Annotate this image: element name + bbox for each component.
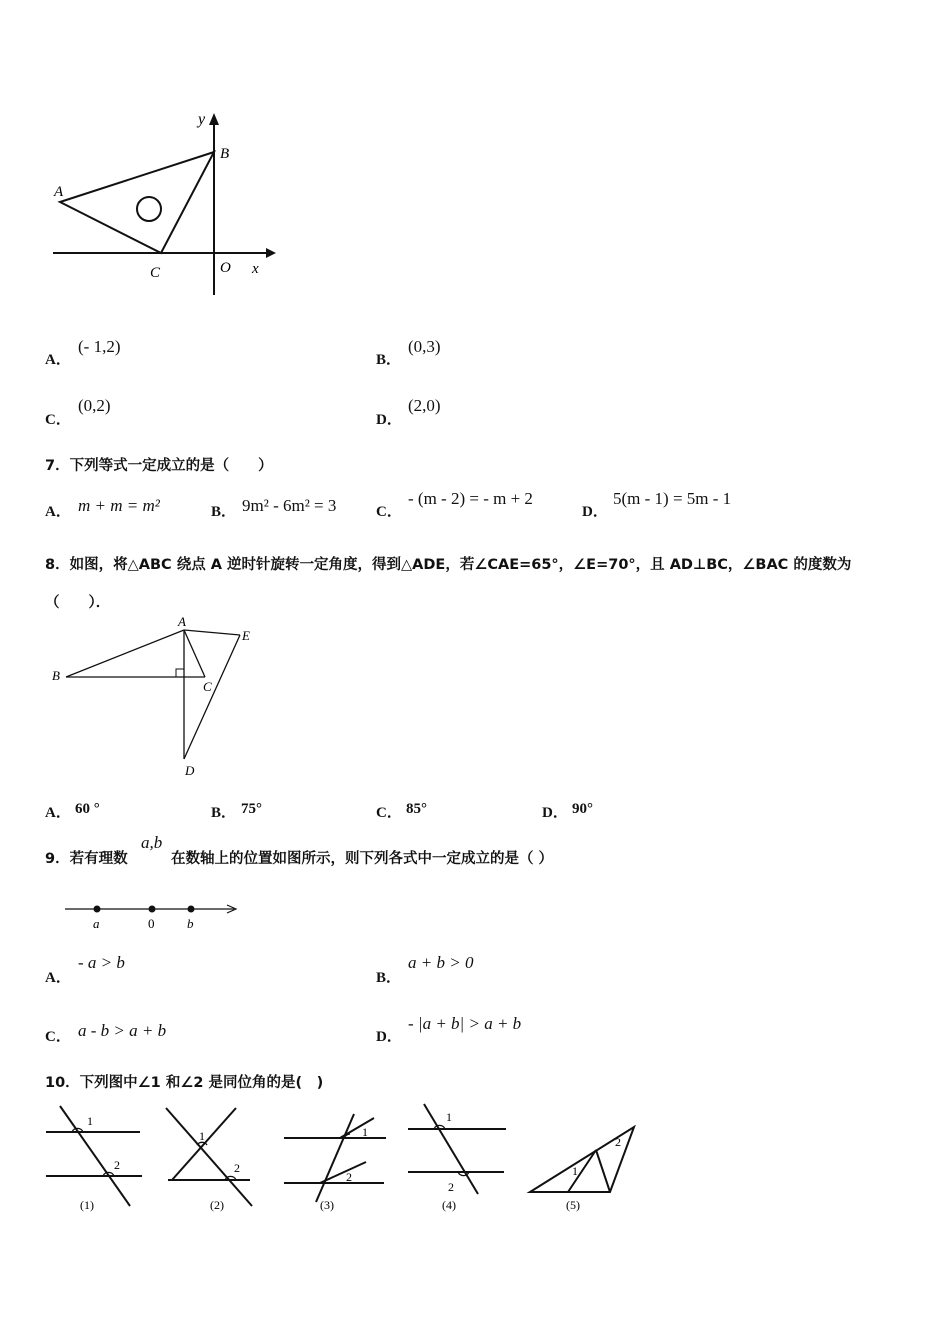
segment-de bbox=[184, 635, 240, 759]
q8-option-c-label: C． bbox=[376, 805, 402, 821]
q6-option-d-label: D． bbox=[376, 412, 402, 428]
fig5-angle-2-label: 2 bbox=[615, 1135, 621, 1149]
fig3-angle-2-label: 2 bbox=[346, 1170, 352, 1184]
q9-stem-post: 在数轴上的位置如图所示，则下列各式中一定成立的是（ ） bbox=[171, 851, 554, 867]
y-axis-label: y bbox=[198, 111, 206, 128]
q9-option-d-value: - |a + b| > a + b bbox=[408, 1014, 522, 1033]
q8-option-b-value: 75° bbox=[241, 801, 262, 817]
q8-option-c-value: 85° bbox=[406, 801, 427, 817]
q6-option-a-label: A． bbox=[45, 352, 71, 368]
fig3-caption: (3) bbox=[320, 1198, 334, 1212]
fig3-angle-1-label: 1 bbox=[362, 1125, 368, 1139]
fig4-angle-1-label: 1 bbox=[446, 1110, 452, 1124]
q6-option-b-label: B． bbox=[376, 352, 402, 368]
q7-option-d-label: D． bbox=[582, 504, 608, 520]
q8-option-b-label: B． bbox=[211, 805, 237, 821]
triangle-abc bbox=[60, 152, 214, 253]
figure-1 bbox=[46, 1106, 142, 1212]
fig5-angle-1-label: 1 bbox=[572, 1164, 578, 1178]
q8-option-a-label: A． bbox=[45, 805, 71, 821]
coordinate-triangle-figure bbox=[48, 100, 278, 310]
corresponding-angles-figures bbox=[40, 1100, 650, 1220]
q9-option-c-value: a - b > a + b bbox=[78, 1021, 167, 1040]
point-c-label: C bbox=[203, 679, 212, 694]
point-b-dot bbox=[188, 906, 195, 913]
right-angle-mark bbox=[176, 669, 184, 677]
figure-2 bbox=[166, 1108, 252, 1212]
fig1-angle-2-label: 2 bbox=[114, 1158, 120, 1172]
q6-option-b-value: (0,3) bbox=[408, 337, 441, 356]
q7-option-a-label: A． bbox=[45, 504, 71, 520]
q7-option-c-label: C． bbox=[376, 504, 402, 520]
q7-option-b-label: B． bbox=[211, 504, 237, 520]
number-line-figure bbox=[60, 895, 245, 937]
point-b-label: B bbox=[52, 668, 60, 683]
y-axis-arrow bbox=[209, 113, 219, 125]
x-axis-arrow bbox=[266, 248, 276, 258]
q9-option-c-label: C． bbox=[45, 1029, 71, 1045]
point-a-label: A bbox=[54, 184, 64, 200]
q7-option-d-value: 5(m - 1) = 5m - 1 bbox=[613, 489, 732, 508]
point-a-label: a bbox=[93, 916, 100, 931]
figure-5 bbox=[530, 1127, 634, 1212]
q7-option-a-value: m + m = m² bbox=[78, 496, 160, 515]
figure-3 bbox=[284, 1114, 386, 1212]
q9-option-b-label: B． bbox=[376, 970, 402, 986]
fig1-angle-1-label: 1 bbox=[87, 1114, 93, 1128]
segment-ab bbox=[66, 630, 184, 677]
point-e-label: E bbox=[242, 628, 250, 643]
q8-stem: 8．如图，将△ABC 绕点 A 逆时针旋转一定角度，得到△ADE，若∠CAE=65°，∠E=70°，且 AD⊥BC，∠BAC 的度数为（ ）． bbox=[45, 557, 852, 611]
point-a-dot bbox=[94, 906, 101, 913]
q6-option-a-value: (- 1,2) bbox=[78, 337, 121, 356]
q9-option-a-label: A． bbox=[45, 970, 71, 986]
point-c-label: C bbox=[150, 265, 161, 281]
point-zero-label: 0 bbox=[148, 916, 155, 931]
q9-option-a-value: - a > b bbox=[78, 953, 125, 972]
point-d-label: D bbox=[185, 763, 195, 778]
segment-ae bbox=[184, 630, 240, 635]
fig2-angle-2-label: 2 bbox=[234, 1161, 240, 1175]
rotation-triangle-figure bbox=[48, 612, 268, 782]
q10-stem: 10．下列图中∠1 和∠2 是同位角的是( ) bbox=[45, 1075, 324, 1091]
figure-4 bbox=[408, 1104, 506, 1212]
point-zero-dot bbox=[149, 906, 156, 913]
q8-option-d-value: 90° bbox=[572, 801, 593, 817]
point-b-label: b bbox=[187, 916, 194, 931]
q9-stem-vars: a,b bbox=[141, 833, 163, 852]
triangle-hole bbox=[137, 197, 161, 221]
q7-stem: 7．下列等式一定成立的是（ ） bbox=[45, 458, 273, 474]
fig4-caption: (4) bbox=[442, 1198, 456, 1212]
q8-option-d-label: D． bbox=[542, 805, 568, 821]
origin-label: O bbox=[220, 260, 231, 276]
q6-option-c-label: C． bbox=[45, 412, 71, 428]
q6-option-d-value: (2,0) bbox=[408, 396, 441, 415]
fig1-caption: (1) bbox=[80, 1198, 94, 1212]
q8-option-a-value: 60 ° bbox=[75, 801, 100, 817]
q9-option-d-label: D． bbox=[376, 1029, 402, 1045]
fig2-caption: (2) bbox=[210, 1198, 224, 1212]
fig5-caption: (5) bbox=[566, 1198, 580, 1212]
q9-option-b-value: a + b > 0 bbox=[408, 953, 474, 972]
segment-ac bbox=[184, 630, 205, 677]
fig4-angle-2-label: 2 bbox=[448, 1180, 454, 1194]
point-b-label: B bbox=[220, 146, 230, 162]
q6-option-c-value: (0,2) bbox=[78, 396, 111, 415]
fig2-angle-1-label: 1 bbox=[199, 1129, 205, 1143]
q9-stem-pre: 9．若有理数 bbox=[45, 851, 128, 867]
x-axis-label: x bbox=[252, 261, 259, 277]
point-a-label: A bbox=[178, 614, 186, 629]
q7-option-b-value: 9m² - 6m² = 3 bbox=[242, 496, 337, 515]
q7-option-c-value: - (m - 2) = - m + 2 bbox=[408, 489, 533, 508]
